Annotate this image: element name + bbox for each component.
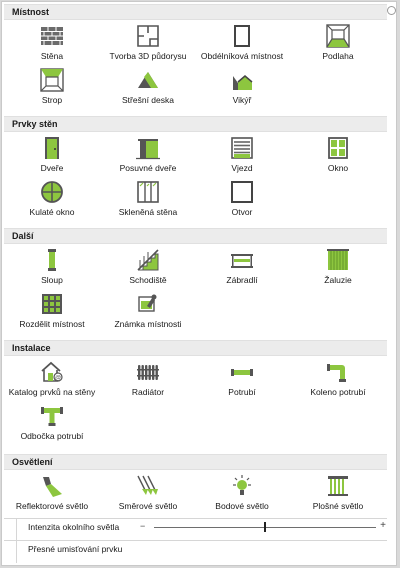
radiator-icon [136, 360, 160, 384]
tool-wall[interactable] [2, 24, 102, 64]
directional-light-icon [136, 474, 160, 498]
door-icon [40, 136, 64, 160]
tool-label: Rozdělit místnost [19, 319, 85, 329]
window-icon [326, 136, 350, 160]
tool-label: Kulaté okno [29, 207, 75, 217]
sliding-door-icon [136, 136, 160, 160]
tool-round-window[interactable] [2, 180, 102, 220]
tool-pipe[interactable] [192, 360, 292, 400]
tool-label: Strop [41, 95, 63, 105]
wall-catalog-icon [40, 360, 64, 384]
wall-brick-icon [40, 24, 64, 48]
tools-panel [1, 1, 397, 566]
spotlight-icon [40, 474, 64, 498]
tool-door[interactable] [2, 136, 102, 176]
tool-sliding-door[interactable] [98, 136, 198, 176]
column-icon [40, 248, 64, 272]
tool-label: Stěna [40, 51, 64, 61]
tool-label: Okno [327, 163, 349, 173]
tool-label: Posuvné dveře [119, 163, 177, 173]
snap-label: Přesné umisťování prvku [28, 544, 123, 554]
tool-spotlight[interactable] [2, 474, 102, 514]
slider-plus-button[interactable]: + [380, 520, 386, 531]
floorplan-icon [136, 24, 160, 48]
tool-label: Zábradlí [226, 275, 258, 285]
tool-label: Sloup [41, 275, 63, 285]
tool-label: Podlaha [322, 51, 354, 61]
tool-window[interactable] [288, 136, 388, 176]
tool-label: Žaluzie [324, 275, 352, 285]
tool-label: Reflektorové světlo [15, 501, 89, 511]
tool-floor[interactable] [288, 24, 388, 64]
tool-label: Radiátor [131, 387, 165, 397]
ceiling-icon [40, 68, 64, 92]
tool-label: Známka místnosti [114, 319, 182, 329]
section-header-prvky-sten[interactable]: Prvky stěn [4, 116, 387, 132]
tool-label: Otvor [231, 207, 253, 217]
tool-blinds[interactable] [288, 248, 388, 288]
tool-point-light[interactable] [192, 474, 292, 514]
tool-label: Tvorba 3D půdorysu [109, 51, 187, 61]
tool-split-room[interactable] [2, 292, 102, 332]
tool-room-stamp[interactable] [98, 292, 198, 332]
slider-minus-button[interactable]: − [140, 521, 146, 531]
section-header-mistnost[interactable]: Místnost [4, 4, 387, 20]
tool-opening[interactable] [192, 180, 292, 220]
tool-glass-wall[interactable] [98, 180, 198, 220]
point-light-icon [230, 474, 254, 498]
dormer-icon [230, 68, 254, 92]
tool-label: Skleněná stěna [118, 207, 178, 217]
svg-text:@: @ [54, 375, 62, 382]
snap-row[interactable] [4, 540, 387, 557]
section-header-osvetleni[interactable]: Osvětlení [4, 454, 387, 470]
tool-label: Obdélníková místnost [200, 51, 284, 61]
tool-area-light[interactable] [288, 474, 388, 514]
tool-label: Plošné světlo [312, 501, 364, 511]
slider-thumb[interactable] [264, 522, 266, 532]
tool-dormer[interactable] [192, 68, 292, 108]
section-header-instalace[interactable]: Instalace [4, 340, 387, 356]
tool-rect-room[interactable] [192, 24, 292, 64]
staircase-icon [136, 248, 160, 272]
glass-wall-icon [136, 180, 160, 204]
ambient-light-label: Intenzita okolního světla [28, 522, 120, 532]
garage-door-icon [230, 136, 254, 160]
ambient-light-slider[interactable] [140, 519, 392, 536]
tool-label: Schodiště [129, 275, 167, 285]
tool-label: Koleno potrubí [310, 387, 366, 397]
opening-icon [230, 180, 254, 204]
tool-label: Vjezd [231, 163, 253, 173]
tool-wall-catalog[interactable] [2, 360, 102, 400]
tool-column[interactable] [2, 248, 102, 288]
roof-slab-icon [136, 68, 160, 92]
tool-label: Potrubí [228, 387, 256, 397]
tool-garage-door[interactable] [192, 136, 292, 176]
tool-label: Vikýř [232, 95, 252, 105]
round-window-icon [40, 180, 64, 204]
tool-roof-slab[interactable] [98, 68, 198, 108]
pipe-tee-icon [40, 404, 64, 428]
pipe-elbow-icon [326, 360, 350, 384]
tool-pipe-elbow[interactable] [288, 360, 388, 400]
blinds-icon [326, 248, 350, 272]
tool-pipe-tee[interactable] [2, 404, 102, 444]
rectangular-room-icon [230, 24, 254, 48]
pipe-icon [230, 360, 254, 384]
tool-label: Dveře [40, 163, 64, 173]
tool-radiator[interactable] [98, 360, 198, 400]
room-stamp-icon [136, 292, 160, 316]
railing-icon [230, 248, 254, 272]
area-light-icon [326, 474, 350, 498]
split-room-icon [40, 292, 64, 316]
tool-label: Bodové světlo [215, 501, 269, 511]
tool-ceiling[interactable] [2, 68, 102, 108]
tool-label: Střešní deska [122, 95, 174, 105]
floor-icon [326, 24, 350, 48]
tool-railing[interactable] [192, 248, 292, 288]
tool-label: Odbočka potrubí [20, 431, 84, 441]
tool-directional-light[interactable] [98, 474, 198, 514]
ambient-light-row [4, 518, 387, 535]
tool-floorplan[interactable] [98, 24, 198, 64]
tool-label: Směrové světlo [118, 501, 178, 511]
collapse-icon[interactable] [387, 6, 396, 15]
tool-staircase[interactable] [98, 248, 198, 288]
section-header-dalsi[interactable]: Další [4, 228, 387, 244]
tool-label: Katalog prvků na stěny [8, 387, 96, 397]
